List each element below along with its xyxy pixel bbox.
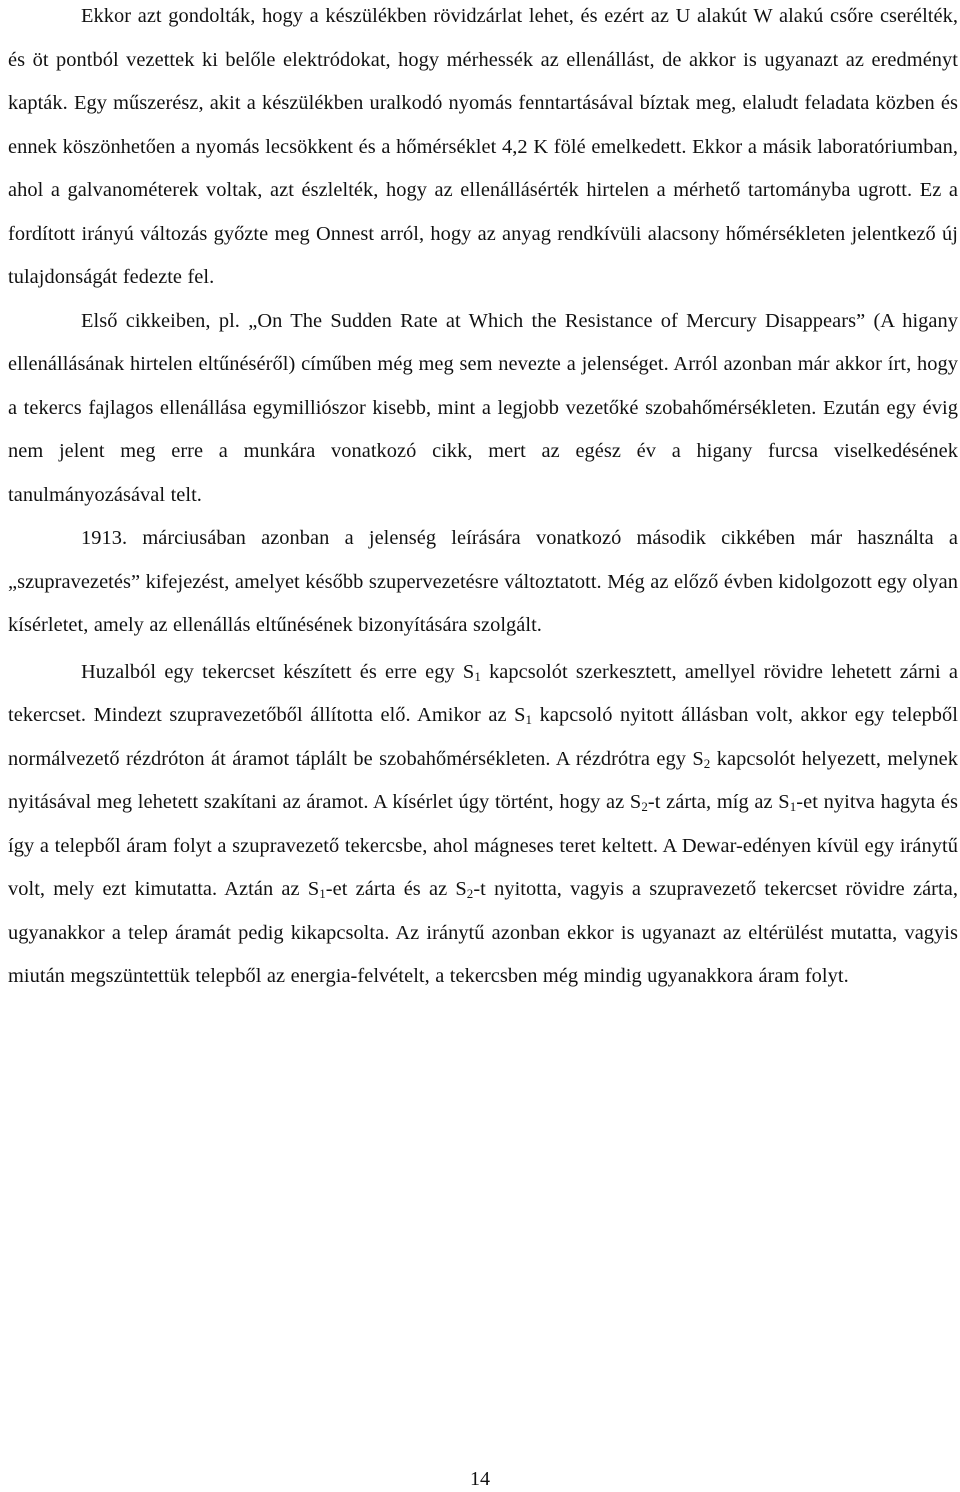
text-segment: kapcsolót szerkesztett, amellyel rövidre lehetett zárni a tekercset. Mindezt szupravezetőből állította elő. Amikor az S: [8, 660, 958, 726]
paragraph-3: 1913. márciusában azonban a jelenség leírására vonatkozó második cikkében már használta a „szupravezetés” kifejezést, amelyet később szupervezetésre változtatott. Még az előző évben kidolgozott egy olyan kísérletet, amely az ellenállás eltűnésének bizonyítására szolgált.: [8, 527, 958, 636]
text-segment: kapcsolót helyezett, melynek nyitásával meg lehetett szakítani az áramot. A kísérlet úgy történt, hogy az S: [8, 747, 958, 813]
subscript: 2: [466, 886, 474, 901]
text-segment: -et zárta és az S: [325, 878, 467, 900]
text-segment: -t zárta, míg az S: [647, 791, 790, 813]
text-segment: -t nyitotta, vagyis a szupravezető tekercset rövidre zárta, ugyanakkor a telep áramát pedig kikapcsolta. Az iránytű azonban ekkor is ugyanazt az eltérülést mutatta, vagyis miután megszüntettük telepből az energia-felvételt, a tekercsben még mindig ugyanakkora áram folyt.: [8, 878, 958, 987]
subscript: 2: [641, 799, 648, 814]
paragraph-1: Ekkor azt gondolták, hogy a készülékben rövidzárlat lehet, és ezért az U alakút W alakú csőre cserélték, és öt pontból vezettek ki belőle elektródokat, hogy mérhessék az ellenállást, de akkor is ugyanazt az eredményt kapták. Egy műszerész, akit a készülékben uralkodó nyomás fenntartásával bíztak meg, elaludt feladata közben és ennek köszönhetően a nyomás lecsökkent és a hőmérséklet 4,2 K fölé emelkedett. Ekkor a másik laboratóriumban, ahol a galvanométerek voltak, azt észlelték, hogy az ellenállásérték hirtelen a mérhető tartományba ugrott. Ez a fordított irányú változás győzte meg Onnest arról, hogy az anyag rendkívüli alacsony hőmérsékleten jelentkező új tulajdonságát fedezte fel.: [8, 5, 958, 288]
document-page: [8, 0, 958, 999]
subscript: 1: [474, 668, 481, 684]
text-segment: -et nyitva hagyta és így a telepből áram folyt a szupravezető tekercsbe, ahol mágneses teret keltett. A Dewar-edényen kívül egy iránytű volt, mely ezt kimutatta. Aztán az S: [8, 791, 959, 900]
page-number: 14: [470, 1468, 490, 1490]
paragraph-2: Első cikkeiben, pl. „On The Sudden Rate at Which the Resistance of Mercury Disappears” (A higany ellenállásának hirtelen eltűnéséről) címűben még meg sem nevezte a jelenséget. Arról azonban már akkor írt, hogy a tekercs fajlagos ellenállása egymilliószor kisebb, mint a legjobb vezetőké szobahőmérsékleten. Ezután egy évig nem jelent meg erre a munkára vonatkozó cikk, mert az egész év a higany furcsa viselkedésének tanulmányozásával telt.: [8, 309, 958, 506]
subscript: 2: [703, 755, 711, 771]
paragraph-4: [8, 651, 958, 999]
text-segment: Huzalból egy tekercset készített és erre egy S: [81, 660, 475, 683]
text-segment: kapcsoló nyitott állásban volt, akkor egy telepből normálvezető rézdróton át áramot táplált be szobahőmérsékleten. A rézdrótra egy S: [8, 704, 958, 770]
subscript: 1: [525, 712, 533, 727]
subscript: 1: [789, 799, 797, 814]
subscript: 1: [319, 886, 326, 901]
